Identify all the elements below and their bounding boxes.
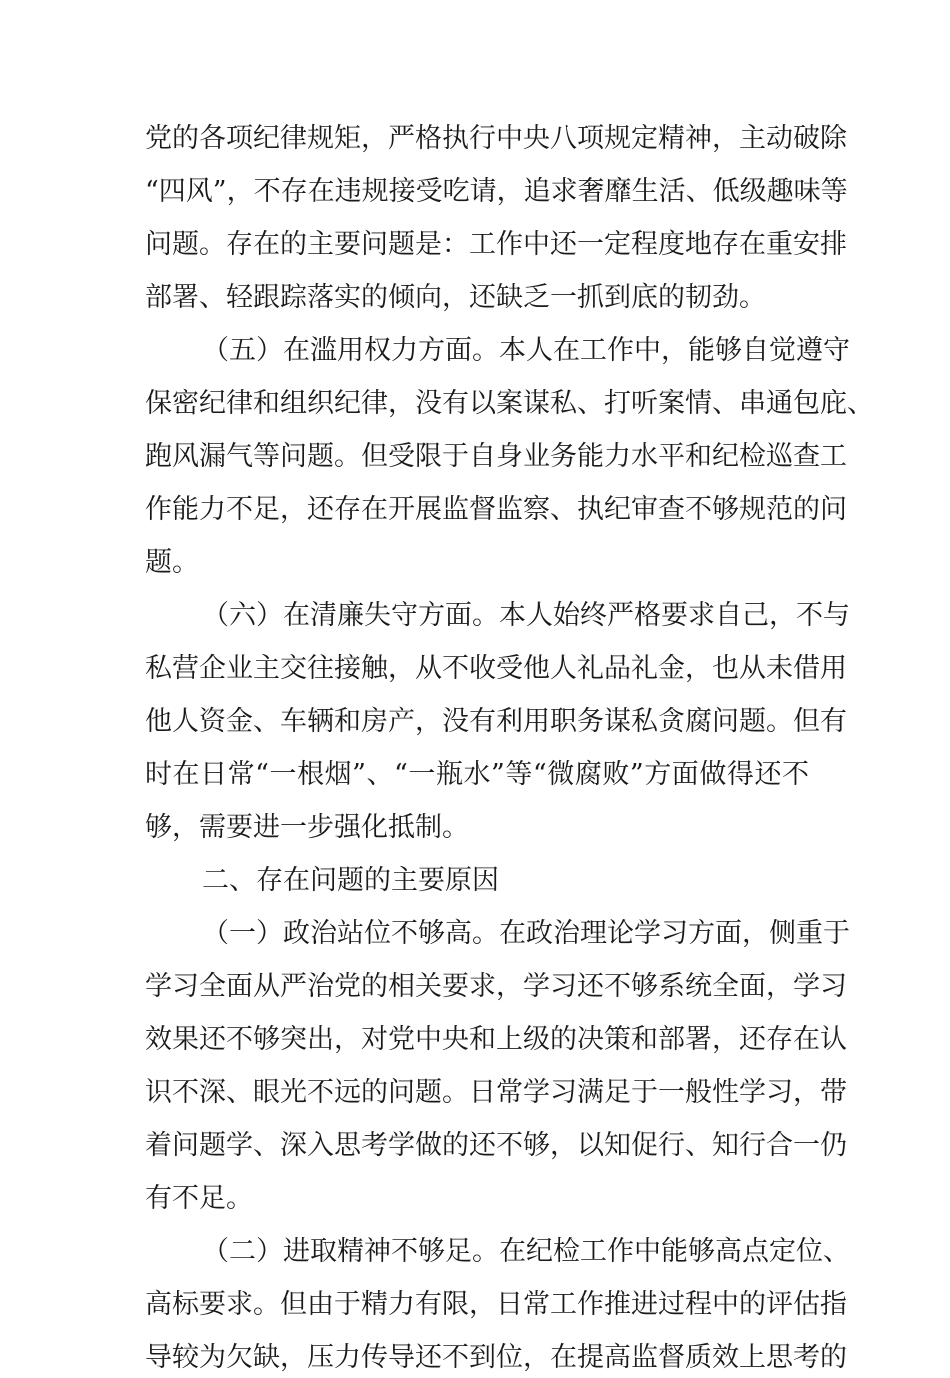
text-line: 作能力不足，还存在开展监督监察、执纪审查不够规范的问 [145, 494, 847, 525]
text-line: 他人资金、车辆和房产，没有利用职务谋私贪腐问题。但有 [145, 706, 847, 737]
text-line: 效果还不够突出，对党中央和上级的决策和部署，还存在认 [145, 1024, 847, 1055]
document-body [145, 118, 874, 1378]
text-line: （六）在清廉失守方面。本人始终严格要求自己，不与 [202, 600, 850, 631]
text-line: 部署、轻跟踪落实的倾向，还缺乏一抓到底的韧劲。 [145, 282, 766, 313]
section-heading: 二、存在问题的主要原因 [202, 865, 499, 896]
text-line: 学习全面从严治党的相关要求，学习还不够系统全面，学习 [145, 971, 847, 1002]
text-line: 私营企业主交往接触，从不收受他人礼品礼金，也从未借用 [145, 653, 847, 684]
text-line: 有不足。 [145, 1183, 253, 1214]
text-line: 够，需要进一步强化抵制。 [145, 812, 469, 843]
text-line: 时在日常“一根烟”、“一瓶水”等“微腐败”方面做得还不 [145, 759, 809, 790]
text-line: （一）政治站位不够高。在政治理论学习方面，侧重于 [202, 918, 850, 949]
text-line: 党的各项纪律规矩，严格执行中央八项规定精神，主动破除 [145, 123, 847, 154]
text-line: 导较为欠缺，压力传导还不到位，在提高监督质效上思考的 [145, 1342, 847, 1373]
text-line: 保密纪律和组织纪律，没有以案谋私、打听案情、串通包庇、 [145, 388, 874, 419]
text-line: 题。 [145, 547, 199, 578]
text-line: 识不深、眼光不远的问题。日常学习满足于一般性学习，带 [145, 1077, 847, 1108]
text-line: 高标要求。但由于精力有限，日常工作推进过程中的评估指 [145, 1289, 847, 1320]
text-line: 跑风漏气等问题。但受限于自身业务能力水平和纪检巡查工 [145, 441, 847, 472]
text-line: 着问题学、深入思考学做的还不够，以知促行、知行合一仍 [145, 1130, 847, 1161]
text-line: 问题。存在的主要问题是：工作中还一定程度地存在重安排 [145, 229, 847, 260]
text-line: （五）在滥用权力方面。本人在工作中，能够自觉遵守 [202, 335, 850, 366]
text-line: （二）进取精神不够足。在纪检工作中能够高点定位、 [202, 1236, 850, 1267]
text-line: “四风”，不存在违规接受吃请，追求奢靡生活、低级趣味等 [145, 176, 848, 207]
